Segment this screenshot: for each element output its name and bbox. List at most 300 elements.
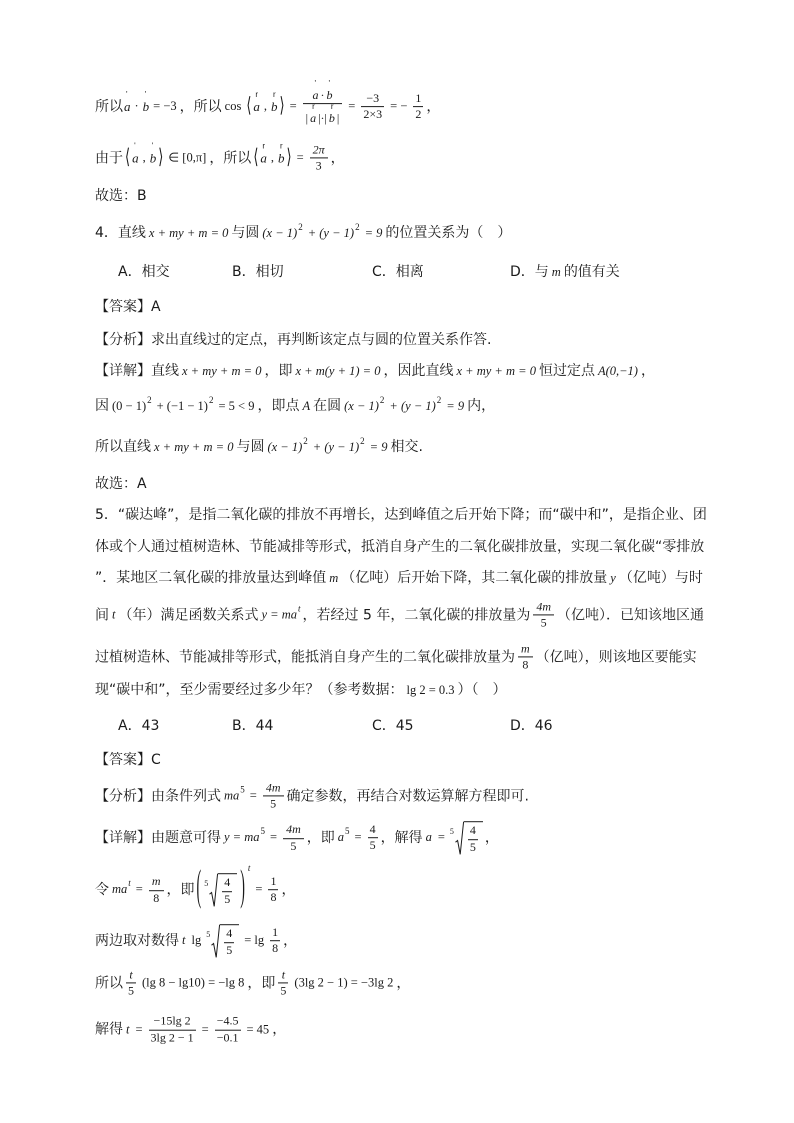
vector-mark: ' — [134, 141, 136, 151]
text-run: 4．直线 — [95, 224, 146, 241]
text-run: 解得 — [95, 1021, 123, 1038]
math-expression: t — [281, 967, 286, 982]
math-expression: |·| — [318, 111, 327, 126]
text-run: 由于 — [95, 149, 123, 166]
text-run: 现“碳中和”，至少需要经过多少年？（参考数据： — [95, 681, 404, 698]
radical-index: 5 — [206, 930, 211, 940]
math-expression: x + my + m = 0 — [456, 363, 536, 378]
q5-stem-line-3 — [95, 569, 703, 587]
answer-option — [510, 717, 553, 735]
fraction-numerator: 4 — [226, 926, 233, 941]
radical-body — [464, 821, 483, 855]
math-expression: x + m(y + 1) = 0 — [295, 363, 381, 378]
q5-stem-line-5 — [95, 641, 697, 672]
q5-stem-line-6 — [95, 681, 507, 699]
superscript: 2 — [303, 435, 308, 446]
superscript: 2 — [298, 221, 303, 232]
q5-detail-line-4 — [95, 967, 410, 998]
vector-symbol — [149, 141, 157, 166]
math-expression: + (y − 1) — [312, 439, 360, 454]
math-expression: = 9 — [446, 398, 465, 413]
vector-mark: ' — [151, 141, 154, 151]
text-run: （亿吨）．已知该地区通 — [557, 606, 704, 623]
math-expression: , — [142, 150, 146, 165]
text-run: ）（ ） — [457, 681, 507, 698]
vector-symbol — [142, 90, 150, 115]
math-expression: lg 2 = 0.3 — [406, 682, 455, 697]
text-run: ，所以 — [179, 98, 222, 115]
radical-index: 5 — [204, 879, 209, 889]
text-run: A．相交 — [118, 263, 170, 280]
superscript: t — [247, 863, 251, 874]
text-run: 所以 — [95, 974, 123, 991]
superscript: t — [128, 878, 131, 889]
vector-symbol — [326, 79, 333, 103]
fraction-numerator: −4.5 — [216, 1013, 239, 1028]
text-run: 与圆 — [236, 438, 265, 455]
fraction — [270, 926, 280, 957]
fraction-numerator: −3 — [366, 90, 380, 105]
answer-option — [118, 263, 232, 281]
fraction — [413, 92, 423, 123]
text-run: ， — [426, 98, 441, 115]
fraction-numerator — [533, 599, 554, 614]
fraction-numerator — [310, 142, 328, 157]
vector-letter: b — [328, 111, 335, 126]
math-expression: A — [302, 398, 311, 413]
math-expression: = — [270, 830, 278, 845]
fraction — [303, 79, 343, 126]
math-expression: = — [135, 1022, 143, 1037]
text-run: （亿吨）与时 — [618, 569, 703, 586]
fraction-denominator: 5 — [226, 943, 233, 957]
radical-sign-icon — [455, 821, 464, 855]
math-expression: cos — [224, 99, 242, 114]
fraction-denominator: 5 — [533, 615, 554, 631]
text-run: 【答案】A — [95, 298, 161, 315]
q5-answer — [95, 751, 161, 769]
vector-letter: a — [260, 150, 267, 166]
text-run: ，解得 — [380, 829, 423, 846]
q5-analysis — [95, 780, 529, 811]
fraction-denominator: 5 — [283, 838, 304, 854]
fraction — [149, 874, 164, 905]
text-run: ，因此直线 — [383, 362, 454, 379]
math-expression: = 9 — [364, 225, 383, 240]
math-expression: = — [289, 99, 297, 114]
q4-choice-line — [95, 475, 147, 493]
math-expression: | — [336, 111, 340, 126]
vector-mark: ' — [314, 79, 317, 89]
math-expression: lg — [191, 933, 202, 948]
answer-option — [510, 263, 620, 281]
vector-mark: r — [255, 90, 259, 100]
text-run: ， — [272, 1021, 287, 1038]
solution-line-angle — [95, 142, 345, 173]
fraction-denominator: 5 — [263, 796, 284, 812]
math-expression: x + my + m = 0 — [182, 363, 262, 378]
right-delimiter: ⟩ — [279, 95, 285, 119]
right-delimiter: ) — [240, 865, 245, 912]
math-expression: x + my + m = 0 — [148, 225, 229, 240]
text-run: C．45 — [372, 717, 414, 734]
q5-detail-line-3 — [95, 924, 297, 958]
fraction — [263, 780, 284, 811]
vector-letter: b — [271, 99, 278, 115]
vector-letter: b — [278, 150, 285, 166]
math-expression: 4m — [536, 599, 551, 614]
vector-mark: r — [330, 102, 334, 112]
math-expression: m — [329, 570, 339, 585]
left-delimiter: ⟨ — [125, 146, 131, 170]
math-expression: = — [354, 830, 362, 845]
text-run: 间 — [95, 606, 109, 623]
fraction-denominator: 2 — [415, 107, 422, 122]
fraction-denominator: 8 — [272, 941, 279, 956]
radical — [204, 873, 237, 907]
text-run: 故选：A — [95, 475, 147, 492]
fraction-denominator: 2×3 — [363, 107, 383, 122]
math-expression: (x − 1) — [267, 439, 303, 454]
q3-choice-line — [95, 187, 147, 205]
fraction-numerator: 4 — [369, 821, 376, 836]
vector-letter: a — [253, 99, 260, 115]
text-run: 过植树造林、节能减排等形式，能抵消自身产生的二氧化碳排放量为 — [95, 648, 515, 665]
vector-mark: ' — [126, 90, 128, 100]
math-expression: | — [305, 111, 309, 126]
q4-detail-line-2 — [95, 394, 496, 415]
text-run: 内， — [467, 397, 496, 414]
left-delimiter: ( — [196, 865, 202, 912]
delimited-group — [125, 141, 164, 170]
fraction — [224, 927, 234, 958]
right-delimiter: ⟩ — [158, 146, 164, 170]
math-expression: t — [112, 607, 116, 622]
math-expression: t — [182, 933, 186, 948]
fraction — [149, 1015, 196, 1046]
fraction-numerator — [303, 79, 343, 103]
fraction-denominator: 5 — [369, 838, 376, 853]
q5-detail-line-2 — [95, 863, 296, 912]
text-run: 故选：B — [95, 187, 147, 204]
delimited-content — [130, 141, 158, 166]
math-expression: (0 − 1) — [112, 398, 147, 413]
text-run: （亿吨）后开始下降，其二氧化碳的排放量 — [341, 569, 608, 586]
fraction-denominator: −0.1 — [216, 1030, 239, 1045]
vector-symbol — [278, 141, 285, 166]
q5-stem-line-1 — [95, 506, 707, 524]
fraction-denominator — [303, 104, 343, 126]
text-run: ， — [330, 149, 345, 166]
radical-body — [220, 924, 239, 958]
text-run: 在圆 — [313, 397, 342, 414]
math-expression: m — [521, 641, 530, 656]
math-expression: ma — [112, 882, 128, 897]
q5-stem-line-4 — [95, 599, 704, 630]
answer-option — [118, 717, 232, 735]
radical-sign-icon — [211, 924, 220, 958]
vector-letter: a — [312, 88, 319, 103]
vector-letter: b — [149, 150, 157, 166]
text-run: ，即 — [306, 829, 335, 846]
fraction-denominator: 5 — [469, 840, 476, 854]
math-expression: , — [270, 150, 275, 165]
text-run: ”．某地区二氧化碳的排放量达到峰值 — [95, 569, 327, 586]
radical-index: 5 — [449, 827, 454, 837]
fraction — [126, 967, 136, 998]
vector-symbol — [310, 102, 317, 126]
vector-symbol — [312, 79, 319, 103]
superscript: 2 — [208, 394, 214, 405]
left-delimiter: ⟨ — [246, 95, 252, 119]
text-run: ，即 — [166, 881, 195, 898]
math-expression: y — [610, 570, 616, 585]
math-expression: = lg — [244, 933, 265, 948]
text-run: 的值有关 — [563, 263, 620, 280]
math-expression: a — [337, 830, 344, 845]
math-expression: 2π — [312, 142, 325, 157]
vector-mark: r — [312, 102, 315, 112]
q4-stem — [95, 221, 512, 242]
vector-letter: a — [310, 111, 317, 126]
math-expression: t — [129, 967, 133, 982]
math-expression: + (y − 1) — [307, 225, 355, 240]
superscript: 5 — [345, 826, 350, 837]
text-run: ， — [640, 362, 655, 379]
fraction-numerator — [518, 641, 533, 656]
fraction — [222, 876, 232, 907]
fraction — [278, 967, 288, 998]
delimited-content — [258, 141, 286, 166]
superscript: 5 — [260, 826, 266, 837]
q4-detail-line-1 — [95, 362, 655, 380]
math-expression: 4m — [265, 780, 281, 795]
math-expression: = 45 — [246, 1022, 270, 1037]
text-run: B．相切 — [232, 263, 284, 280]
superscript: 2 — [436, 394, 442, 405]
vector-symbol — [271, 90, 278, 115]
fraction — [310, 142, 328, 173]
text-run: 所以 — [95, 98, 123, 115]
text-run: 因 — [95, 397, 109, 414]
fraction-denominator: 5 — [224, 892, 231, 906]
math-expression: m — [551, 264, 561, 279]
text-run: D．与 — [510, 263, 549, 280]
text-run: ，所以 — [209, 149, 252, 166]
fraction-numerator — [263, 780, 284, 795]
fraction-numerator: 4 — [469, 823, 476, 838]
vector-letter: b — [142, 99, 150, 115]
math-expression: + (y − 1) — [389, 398, 436, 413]
fraction — [468, 824, 478, 855]
text-run: A．43 — [118, 717, 160, 734]
text-run: ，即 — [247, 974, 276, 991]
radical-sign-icon — [211, 924, 220, 958]
fraction-numerator: 1 — [270, 873, 277, 888]
radical — [206, 924, 239, 958]
delimited-content — [251, 90, 279, 115]
math-expression: · — [320, 88, 325, 103]
vector-mark: ' — [328, 79, 331, 89]
vector-mark: r — [280, 141, 283, 151]
text-run: 【分析】由条件列式 — [95, 787, 221, 804]
vector-mark: ' — [144, 90, 147, 100]
math-expression: t — [126, 1022, 130, 1037]
text-run: 相交. — [390, 438, 423, 455]
text-run: 与圆 — [231, 224, 260, 241]
text-run: D．46 — [510, 717, 553, 734]
math-expression: (3lg 2 − 1) = −3lg 2 — [294, 975, 394, 990]
vector-symbol — [253, 90, 260, 115]
superscript: 2 — [355, 221, 360, 232]
text-run: （年）满足函数关系式 — [118, 606, 259, 623]
fraction-denominator: 3lg 2 − 1 — [150, 1030, 194, 1045]
vector-symbol — [328, 102, 335, 126]
delimited-group — [253, 141, 292, 170]
math-expression: a — [425, 830, 432, 845]
answer-option — [372, 263, 510, 281]
math-expression: 4m — [286, 822, 301, 837]
radical-body — [218, 873, 237, 907]
math-expression: = — [249, 788, 257, 803]
q5-detail-line-5 — [95, 1015, 286, 1046]
q4-options — [118, 263, 620, 281]
superscript: 2 — [360, 435, 365, 446]
fraction-denominator: 8 — [270, 890, 277, 905]
q5-stem-line-2 — [95, 538, 704, 556]
text-run: ， — [484, 829, 499, 846]
vector-mark: r — [262, 141, 266, 151]
q4-detail-line-3 — [95, 435, 423, 456]
fraction — [215, 1015, 241, 1046]
text-run: 【详解】由题意可得 — [95, 829, 221, 846]
fraction — [268, 875, 278, 906]
vector-symbol — [124, 90, 131, 115]
fraction-denominator: 5 — [280, 983, 287, 998]
vector-letter: a — [124, 99, 131, 115]
radical-sign-icon — [209, 873, 218, 907]
answer-option — [232, 717, 372, 735]
text-run: ，即 — [264, 362, 293, 379]
delimited-group — [246, 90, 285, 119]
text-run: 【详解】直线 — [95, 362, 179, 379]
math-expression: · — [134, 99, 139, 114]
radical — [450, 821, 483, 855]
superscript: 5 — [240, 784, 245, 795]
math-expression: = — [348, 99, 356, 114]
math-expression: = −3 — [153, 99, 177, 114]
math-expression: m — [151, 874, 161, 889]
q5-detail-line-1 — [95, 821, 499, 855]
math-expression: = − — [390, 99, 408, 114]
text-run: ， — [396, 974, 411, 991]
fraction — [283, 822, 304, 853]
text-run: 的位置关系为（ ） — [385, 224, 512, 241]
text-run: 所以直线 — [95, 438, 151, 455]
math-expression: y = ma — [224, 830, 260, 845]
fraction-numerator — [278, 967, 288, 982]
math-expression: (x − 1) — [344, 398, 379, 413]
math-expression: x + my + m = 0 — [154, 439, 234, 454]
delimited-content — [201, 873, 240, 907]
math-expression: + (−1 − 1) — [156, 398, 208, 413]
solution-line-cos — [95, 79, 441, 126]
radical-sign-icon — [455, 821, 464, 855]
math-expression: (x − 1) — [262, 225, 298, 240]
right-delimiter: ⟩ — [286, 146, 292, 170]
fraction-numerator — [149, 874, 164, 889]
math-expression: ma — [224, 788, 240, 803]
fraction-numerator: 1 — [415, 90, 422, 105]
q4-analysis — [95, 331, 491, 349]
text-run: C．相离 — [372, 263, 424, 280]
fraction-denominator: 8 — [518, 657, 533, 673]
vector-symbol — [132, 141, 139, 166]
radical-sign-icon — [209, 873, 218, 907]
math-expression: = — [437, 830, 445, 845]
fraction — [368, 823, 378, 854]
superscript: t — [298, 603, 301, 614]
text-run: 确定参数，再结合对数运算解方程即可. — [286, 787, 529, 804]
math-expression: , — [263, 99, 268, 114]
fraction-numerator: 4 — [224, 875, 231, 890]
fraction-numerator: −15lg 2 — [153, 1013, 191, 1028]
math-expression: = 5 < 9 — [218, 398, 255, 413]
text-run: 体或个人通过植树造林、节能减排等形式，抵消自身产生的二氧化碳排放量，实现二氧化碳“零排放 — [95, 538, 705, 555]
vector-letter: b — [326, 88, 333, 103]
text-run: ， — [283, 932, 298, 949]
text-run: 5．“碳达峰”，是指二氧化碳的排放不再增长，达到峰值之后开始下降；而“碳中和”，是指企业、团 — [95, 506, 707, 523]
answer-option — [372, 717, 510, 735]
vector-letter: a — [132, 150, 139, 166]
q5-options — [118, 717, 553, 735]
answer-option — [232, 263, 372, 281]
fraction-denominator: 8 — [149, 890, 164, 906]
math-expression: A(0,−1) — [597, 363, 638, 378]
delimited-group — [196, 865, 245, 912]
fraction-denominator: 3 — [310, 158, 328, 174]
math-expression: = 9 — [369, 439, 388, 454]
fraction — [533, 599, 554, 630]
fraction-numerator: 1 — [272, 924, 279, 939]
text-run: ，即点 — [257, 397, 300, 414]
left-delimiter: ⟨ — [253, 146, 259, 170]
text-run: 令 — [95, 881, 109, 898]
text-run: 恒过定点 — [538, 362, 595, 379]
text-run: 【分析】求出直线过的定点，再判断该定点与圆的位置关系作答. — [95, 331, 492, 348]
math-expression: = — [201, 1022, 209, 1037]
text-run: ，若经过 5 年，二氧化碳的排放量为 — [302, 606, 531, 623]
math-expression: y = ma — [261, 607, 297, 622]
math-expression: = — [296, 150, 304, 165]
fraction — [518, 641, 533, 672]
vector-symbol — [260, 141, 267, 166]
superscript: 2 — [147, 394, 152, 405]
text-run: （亿吨），则该地区要能实 — [535, 648, 697, 665]
text-run: ， — [281, 881, 296, 898]
math-expression: (lg 8 − lg10) = −lg 8 — [142, 975, 245, 990]
fraction-numerator — [283, 822, 304, 837]
q4-answer — [95, 298, 161, 316]
text-run: 两边取对数得 — [95, 932, 179, 949]
fraction-denominator: 5 — [128, 983, 134, 998]
math-expression: ∈ [0,π] — [168, 150, 207, 165]
superscript: 2 — [379, 394, 385, 405]
fraction-numerator — [126, 967, 136, 982]
vector-mark: r — [273, 90, 276, 100]
text-run: B．44 — [232, 717, 274, 734]
math-expression: = — [135, 882, 143, 897]
